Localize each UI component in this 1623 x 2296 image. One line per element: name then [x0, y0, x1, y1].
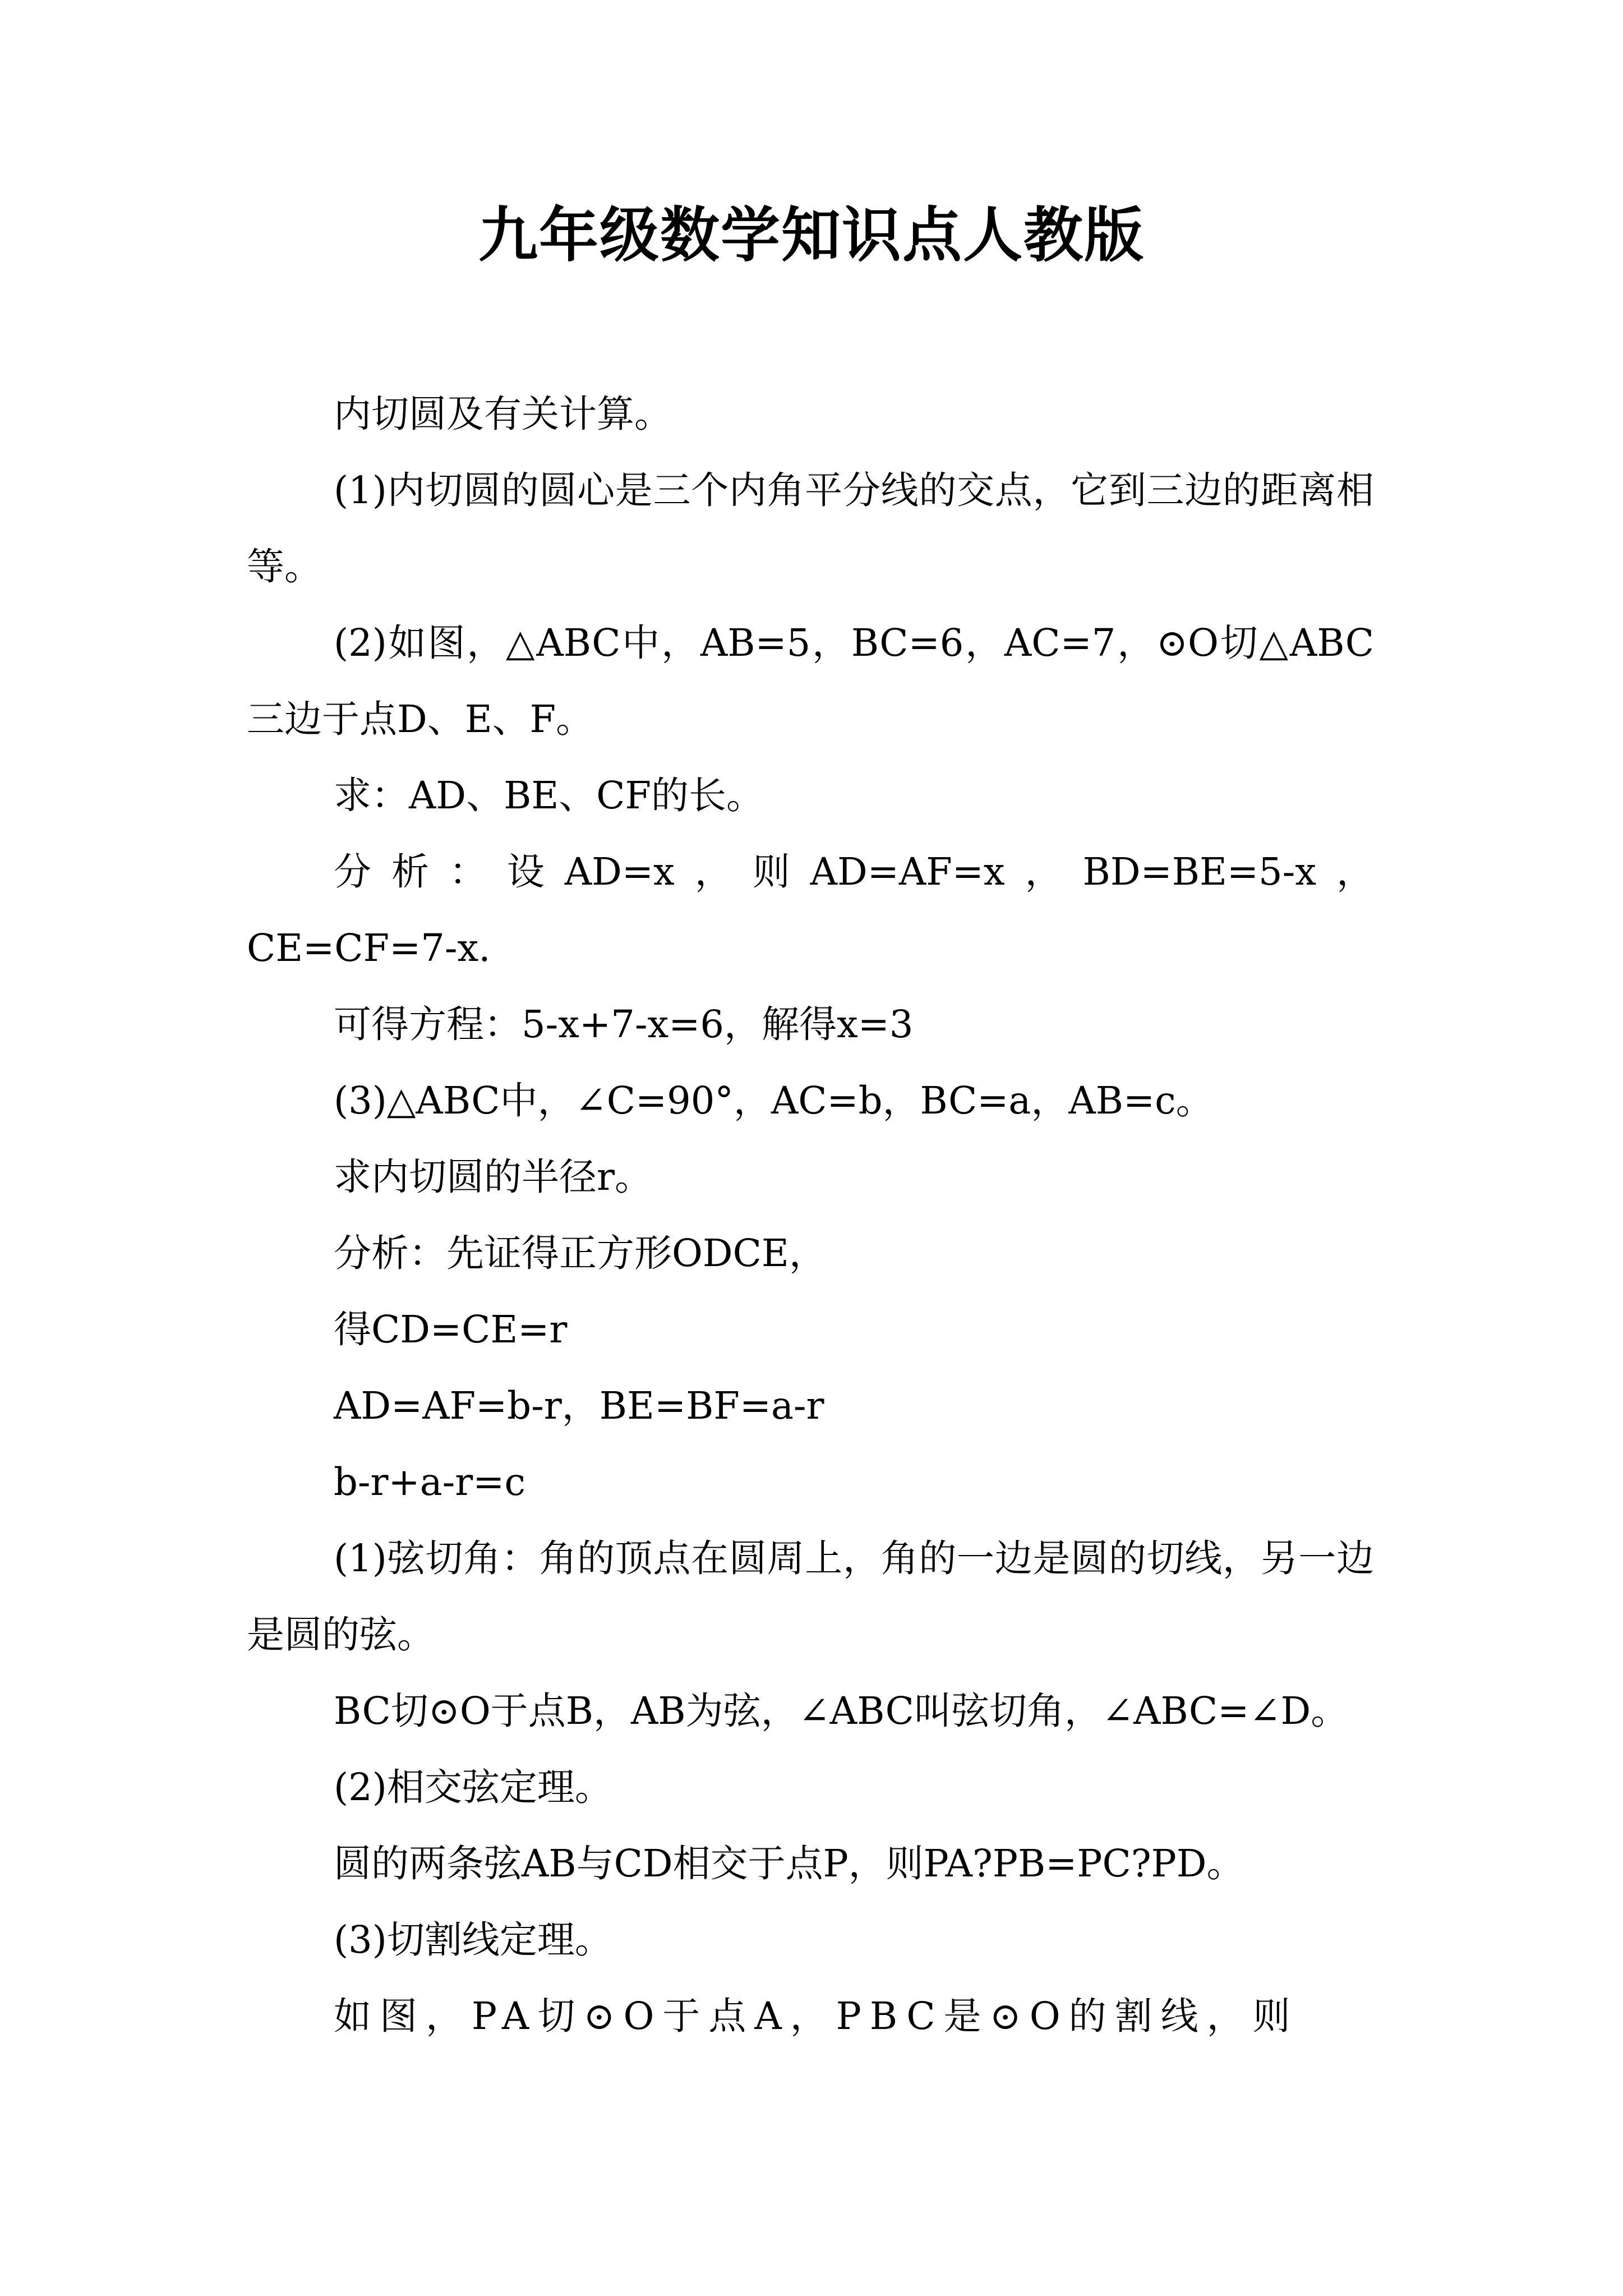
paragraph-chord-tangent-angle: (1)弦切角：角的顶点在圆周上，角的一边是圆的切线，另一边是圆的弦。	[247, 1536, 1374, 1657]
paragraph-example-3: (3)△ABC中，∠C=90°，AC=b，BC=a，AB=c。	[334, 1079, 1214, 1122]
paragraph-question: 求：AD、BE、CF的长。	[334, 774, 764, 817]
paragraph-radius-question: 求内切圆的半径r。	[334, 1155, 653, 1199]
paragraph-example-2: (2)如图，△ABC中，AB=5，BC=6，AC=7，⊙O切△ABC三边于点D、E、F。	[247, 621, 1374, 741]
paragraph-step-1: 得CD=CE=r	[334, 1308, 568, 1351]
paragraph-analysis-1: 分析：设AD=x，则AD=AF=x，BD=BE=5-x，CE=CF=7-x.	[247, 850, 1374, 970]
document-title: 九年级数学知识点人教版	[478, 201, 1145, 270]
paragraph-intersecting-chords: 圆的两条弦AB与CD相交于点P，则PA?PB=PC?PD。	[334, 1842, 1244, 1885]
paragraph-secant-heading: (3)切割线定理。	[334, 1918, 612, 1962]
paragraph-analysis-2: 分析：先证得正方形ODCE，	[334, 1231, 827, 1275]
paragraph-step-2: AD=AF=b-r，BE=BF=a-r	[334, 1384, 824, 1428]
paragraph-step-3: b-r+a-r=c	[334, 1460, 525, 1504]
paragraph-incenter-definition: (1)内切圆的圆心是三个内角平分线的交点，它到三边的距离相等。	[247, 468, 1374, 588]
paragraph-intersecting-chords-heading: (2)相交弦定理。	[334, 1765, 612, 1809]
paragraph-chord-tangent-example: BC切⊙O于点B，AB为弦，∠ABC叫弦切角，∠ABC=∠D。	[334, 1689, 1349, 1733]
paragraph-secant-example: 如图，PA切⊙O于点A，PBC是⊙O的割线，则	[334, 1994, 1299, 2038]
paragraph-intro: 内切圆及有关计算。	[334, 392, 672, 436]
document-body	[247, 376, 1374, 2054]
paragraph-equation: 可得方程：5-x+7-x=6，解得x=3	[334, 1002, 914, 1046]
